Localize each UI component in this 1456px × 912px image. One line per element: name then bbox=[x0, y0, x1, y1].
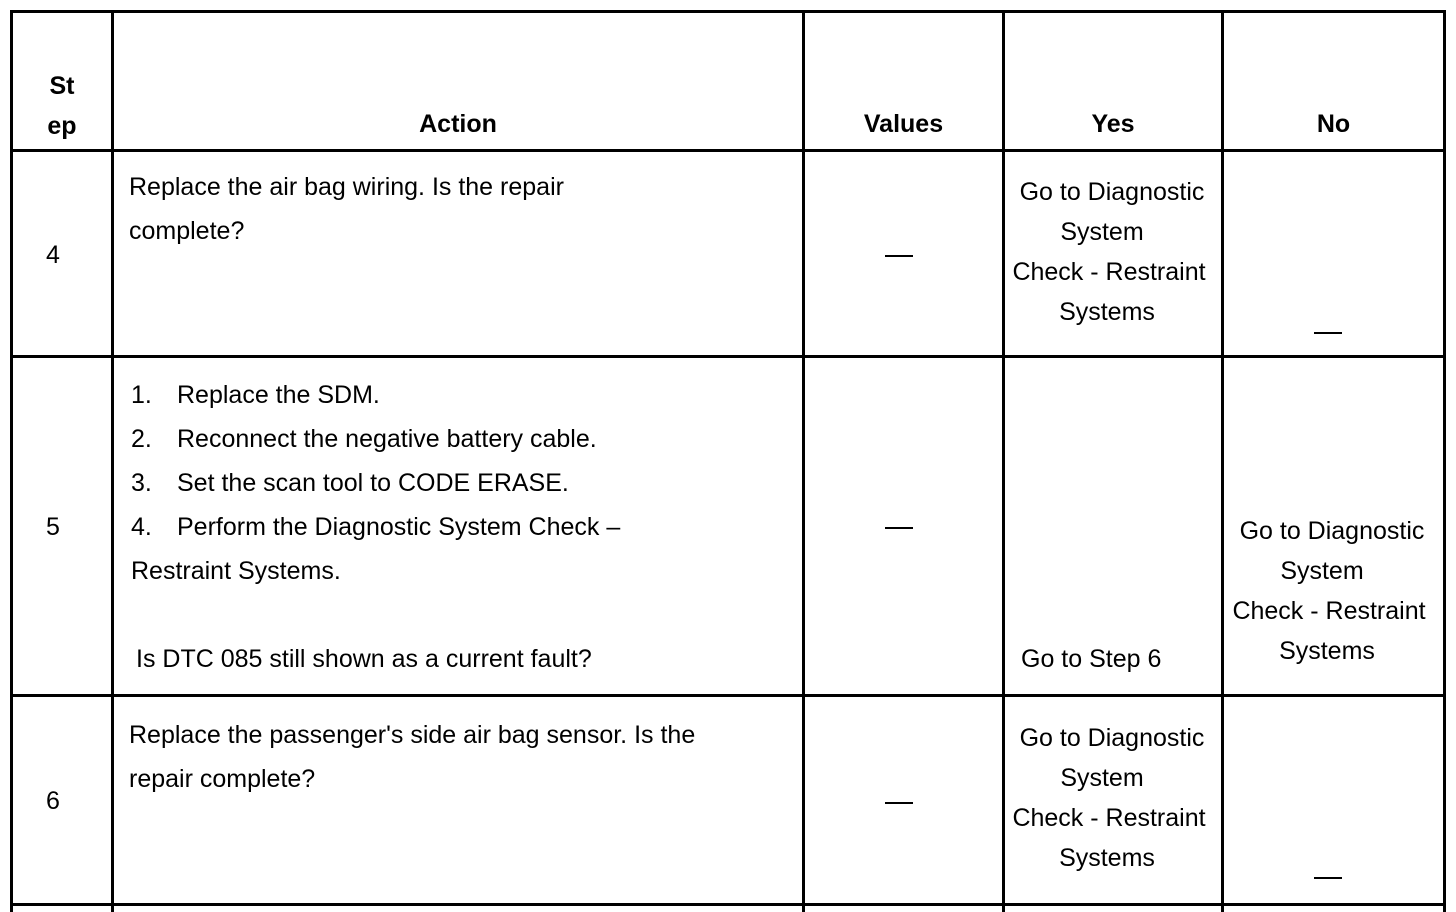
header-action: Action bbox=[419, 110, 497, 138]
row-divider bbox=[10, 903, 1446, 906]
no-line: System bbox=[1280, 557, 1364, 585]
step-number: 4 bbox=[46, 241, 60, 269]
no-cell bbox=[1221, 511, 1443, 671]
values-dash bbox=[885, 802, 913, 804]
step-continuation: Restraint Systems. bbox=[131, 557, 341, 585]
yes-line: Go to Diagnostic bbox=[1019, 178, 1205, 206]
action-text: Replace the air bag wiring. Is the repair complete? bbox=[129, 173, 564, 245]
list-item bbox=[131, 373, 791, 417]
yes-cell bbox=[1002, 172, 1222, 332]
header-no: No bbox=[1316, 110, 1351, 138]
row-divider bbox=[10, 149, 1446, 152]
list-item bbox=[131, 417, 791, 461]
list-item bbox=[131, 505, 791, 549]
yes-line: Check - Restraint bbox=[1012, 804, 1206, 832]
step-text: Reconnect the negative battery cable. bbox=[177, 425, 597, 453]
no-line: Check - Restraint bbox=[1232, 597, 1426, 625]
step-index: 3. bbox=[131, 469, 152, 497]
yes-line: Check - Restraint bbox=[1012, 258, 1206, 286]
action-text: Replace the passenger's side air bag sensor. Is the repair complete? bbox=[129, 721, 696, 793]
yes-line: System bbox=[1060, 764, 1144, 792]
list-item bbox=[131, 461, 791, 505]
values-dash bbox=[885, 255, 913, 257]
values-dash bbox=[885, 527, 913, 529]
step-number: 6 bbox=[46, 787, 60, 815]
question-text: Is DTC 085 still shown as a current fault? bbox=[136, 645, 592, 673]
action-steps bbox=[131, 373, 791, 593]
yes-line: Systems bbox=[1059, 844, 1155, 872]
no-line: Go to Diagnostic bbox=[1239, 517, 1425, 545]
step-text: Replace the SDM. bbox=[177, 381, 380, 409]
header-yes: Yes bbox=[1091, 110, 1135, 138]
yes-cell: Go to Step 6 bbox=[1021, 645, 1162, 673]
row-divider bbox=[10, 694, 1446, 697]
yes-line: Go to Diagnostic bbox=[1019, 724, 1205, 752]
row-divider bbox=[10, 355, 1446, 358]
yes-cell bbox=[1002, 718, 1222, 878]
yes-line: System bbox=[1060, 218, 1144, 246]
no-dash bbox=[1314, 877, 1342, 879]
table-border-right bbox=[1443, 10, 1446, 912]
no-line: Systems bbox=[1279, 637, 1375, 665]
step-text: Set the scan tool to CODE ERASE. bbox=[177, 469, 569, 497]
step-index: 1. bbox=[131, 381, 152, 409]
step-number: 5 bbox=[46, 513, 60, 541]
step-index: 4. bbox=[131, 513, 152, 541]
step-index: 2. bbox=[131, 425, 152, 453]
diagnostic-table bbox=[10, 10, 1446, 912]
no-dash bbox=[1314, 332, 1342, 334]
action-step-list bbox=[131, 373, 791, 549]
step-text: Perform the Diagnostic System Check – bbox=[177, 513, 621, 541]
header-step: St ep bbox=[47, 72, 77, 140]
yes-line: Systems bbox=[1059, 298, 1155, 326]
header-values: Values bbox=[863, 110, 944, 138]
table-border-top bbox=[10, 10, 1446, 13]
